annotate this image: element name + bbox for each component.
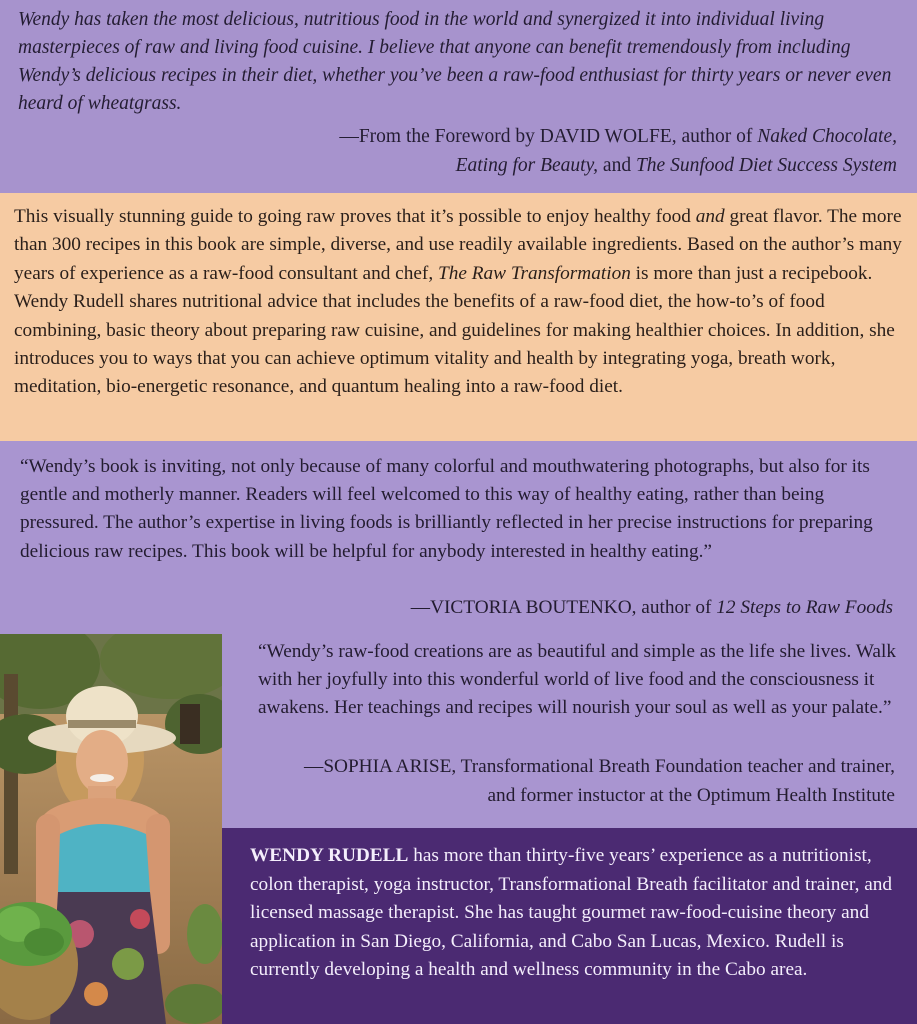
review-boutenko-attribution-prefix: —VICTORIA BOUTENKO, author of	[410, 597, 717, 618]
review-arise-attribution: —SOPHIA ARISE, Transformational Breath Foundation teacher and trainer, and former instuctor at the Optimum Health Institute	[304, 756, 895, 806]
description-paragraph	[14, 203, 906, 402]
description-part-2: great flavor. The more than 300 recipes in this book are simple, diverse, and use readily available ingredients. Based on the author’s many years of experience as a raw-food consultant and chef,	[14, 206, 902, 284]
foreword-attribution-mid: and	[598, 155, 636, 176]
foreword-section	[0, 0, 917, 193]
author-photo-illustration	[0, 634, 222, 1024]
description-part-1: This visually stunning guide to going raw proves that it’s possible to enjoy healthy food	[14, 206, 696, 227]
review-boutenko-attribution	[411, 594, 893, 622]
foreword-attribution-prefix: —From the Foreword by DAVID WOLFE, author of	[339, 126, 758, 147]
foreword-quote: Wendy has taken the most delicious, nutritious food in the world and synergized it into individual living masterpieces of raw and living food cuisine. I believe that anyone can benefit tremendously from including Wendy’s delicious recipes in their diet, whether you’ve been a raw-food enthusiast for thirty years or never even heard of wheatgrass.	[18, 9, 892, 114]
author-bio-text: has more than thirty-five years’ experience as a nutritionist, colon therapist, yoga instructor, Transformational Breath facilitator and trainer, and licensed massage therapist. She has taught gourmet raw-food-cuisine theory and application in San Diego, California, and Cabo San Lucas, Mexico. Rudell is currently developing a health and wellness community in the Cabo area.	[250, 845, 893, 981]
review-boutenko-book: 12 Steps to Raw Foods	[716, 597, 893, 618]
author-bio-paragraph	[250, 842, 904, 985]
foreword-book-1: Naked Chocolate,	[757, 126, 897, 147]
review-arise	[222, 634, 917, 828]
author-photo	[0, 634, 222, 1024]
foreword-attribution	[77, 122, 897, 180]
author-bio	[222, 828, 917, 1024]
description-book-title: The Raw Transformation	[438, 262, 631, 284]
description-part-3: is more than just a recipebook. Wendy Rudell shares nutritional advice that includes the benefits of a raw-food diet, the how-to’s of food combining, basic theory about preparing raw cuisine, and guidelines for making healthier choices. In addition, she introduces you to ways that you can achieve optimum vitality and health by integrating yoga, breath work, meditation, bio-energetic resonance, and quantum healing into a raw-food diet.	[14, 262, 895, 398]
review-boutenko-quote: “Wendy’s book is inviting, not only because of many colorful and mouthwatering photographs, but also for its gentle and motherly manner. Readers will feel welcomed to this way of healthy eating, rather than being pressured. The author’s expertise in living foods is brilliantly reflected in her precise instructions for preparing delicious raw recipes. This book will be helpful for anybody interested in healthy eating.”	[20, 456, 873, 562]
review-boutenko	[0, 441, 917, 634]
foreword-book-2: Eating for Beauty,	[455, 155, 599, 176]
foreword-book-3: The Sunfood Diet Success System	[635, 155, 897, 176]
book-description	[0, 193, 917, 441]
review-arise-quote: “Wendy’s raw-food creations are as beautiful and simple as the life she lives. Walk with her joyfully into this wonderful world of live food and the consciousness it awakens. Her teachings and recipes will nourish your soul as well as your palate.”	[258, 641, 896, 719]
description-and: and	[695, 206, 725, 227]
author-name: WENDY RUDELL	[250, 845, 409, 866]
